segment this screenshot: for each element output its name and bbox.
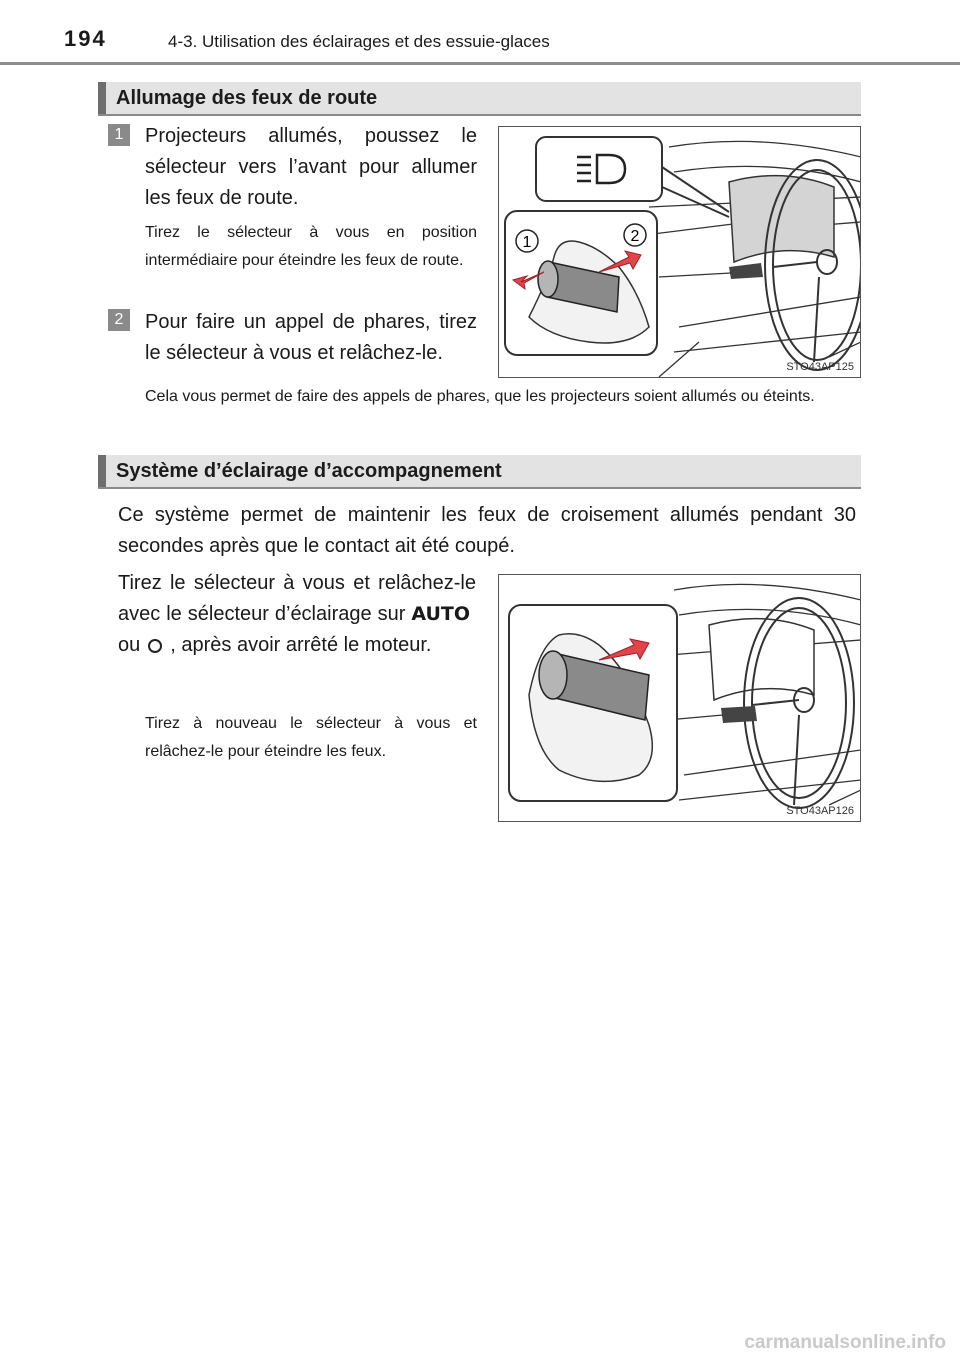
figure-caption: STO43AP126 <box>786 805 854 817</box>
step-2-text: Pour faire un appel de phares, tirez le sélecteur à vous et relâchez-le. <box>145 311 477 364</box>
section-2-instruction <box>118 568 476 661</box>
auto-icon: AUTO <box>411 603 471 625</box>
step-1-badge: 1 <box>108 124 130 146</box>
callout-2-label: 2 <box>630 228 640 245</box>
headlight-position-icon <box>148 639 162 653</box>
chapter-heading: 4-3. Utilisation des éclairages et des essuie-glaces <box>168 32 550 51</box>
figure-follow-me-home-lever <box>498 574 861 822</box>
callout-1-label: 1 <box>522 234 532 251</box>
section-2-note: Tirez à nouveau le sélecteur à vous et relâchez-le pour éteindre les feux. <box>145 715 477 760</box>
instruction-part-1: Tirez le sélecteur à vous et relâchez-le avec le sélecteur d’éclairage sur <box>118 572 476 625</box>
follow-me-home-illustration <box>499 575 861 822</box>
step-1-note: Tirez le sélecteur à vous en position intermédiaire pour éteindre les feux de route. <box>145 224 477 269</box>
high-beam-illustration <box>499 127 861 378</box>
section-marker <box>98 455 106 487</box>
header-rule <box>0 62 960 65</box>
section-marker <box>98 82 106 114</box>
watermark-logo: carmanualsonline.info <box>744 1332 946 1353</box>
instruction-part-2: , après avoir arrêté le moteur. <box>170 634 432 656</box>
step-1-text: Projecteurs allumés, poussez le sélecteur vers l’avant pour allumer les feux de route. <box>145 125 477 209</box>
section-bar-follow-me-home <box>98 455 861 489</box>
step-2-badge: 2 <box>108 309 130 331</box>
section-title: Système d’éclairage d’accompagnement <box>116 460 502 482</box>
section-title: Allumage des feux de route <box>116 87 378 109</box>
section-2-intro: Ce système permet de maintenir les feux de croisement allumés pendant 30 secondes après que le contact ait été coupé. <box>118 504 856 557</box>
section-bar-high-beam <box>98 82 861 116</box>
page-number: 194 <box>64 26 107 51</box>
figure-high-beam-lever <box>498 126 861 378</box>
figure-caption: STO43AP125 <box>786 361 854 373</box>
word-or: ou <box>118 634 141 656</box>
step-2-note: Cela vous permet de faire des appels de phares, que les projecteurs soient allumés ou éteints. <box>145 388 815 405</box>
